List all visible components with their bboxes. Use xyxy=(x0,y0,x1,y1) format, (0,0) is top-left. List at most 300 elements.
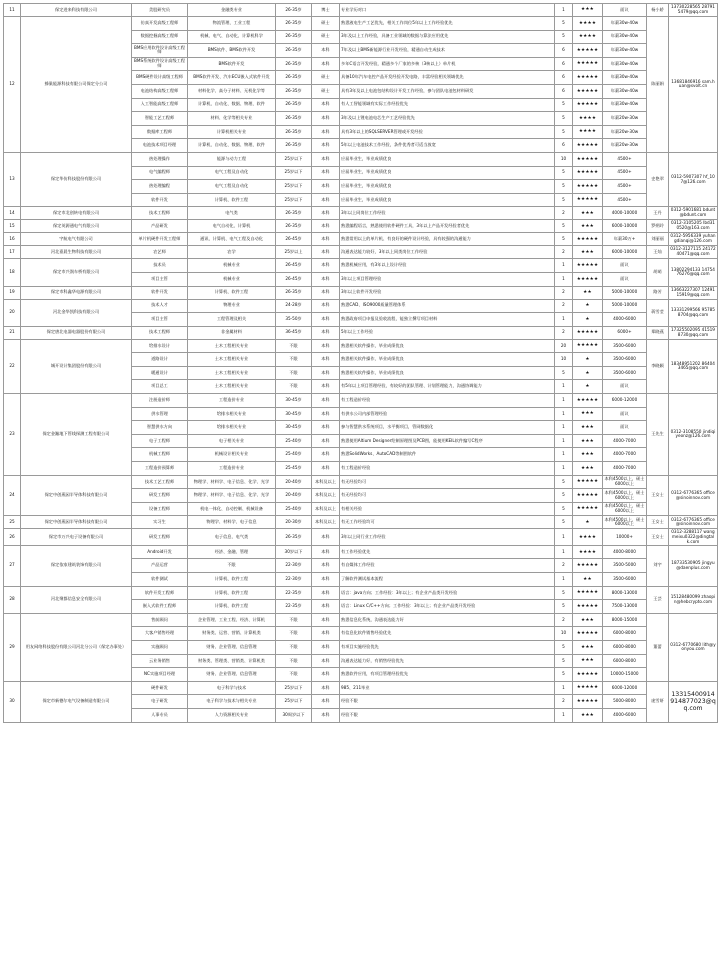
education-cell: 本科及以上 xyxy=(312,502,340,516)
age-cell: 26-35岁 xyxy=(276,57,312,71)
salary-cell: 面议 xyxy=(603,259,647,273)
major-cell: 计算机、软件工程 xyxy=(188,573,276,587)
contact-person-cell: 罗朔玲 xyxy=(647,220,669,233)
salary-cell: 6000-8000 xyxy=(603,654,647,668)
job-title-cell: 农艺师 xyxy=(132,246,188,259)
major-cell: 计算机、自动化、数据、物理、软件 xyxy=(188,98,276,112)
contact-info-cell: 13802294133 1475476276@qq.com xyxy=(669,259,718,286)
salary-cell: 4000-6000 xyxy=(603,313,647,327)
major-cell: 不限 xyxy=(188,559,276,573)
major-cell: 机电一体化、自动控制、机械设备 xyxy=(188,502,276,516)
urgency-stars: ★ xyxy=(573,366,603,380)
age-cell: 不限 xyxy=(276,613,312,627)
requirement-cell: 有无工作经验均可 xyxy=(340,516,555,529)
age-cell: 35-50岁 xyxy=(276,313,312,327)
education-cell: 本科 xyxy=(312,545,340,559)
contact-person-cell: 蒋雪莹 xyxy=(647,299,669,326)
job-title-cell: 软件测试 xyxy=(132,573,188,587)
job-title-cell: 软件开发 xyxy=(132,286,188,299)
major-cell: 财务类、管理类、营销类、计算机类 xyxy=(188,654,276,668)
headcount-cell: 5 xyxy=(555,112,573,126)
job-title-cell: NC实施项目经理 xyxy=(132,668,188,682)
education-cell: 本科 xyxy=(312,207,340,220)
job-title-cell: Android开发 xyxy=(132,545,188,559)
job-title-cell: 项目主管 xyxy=(132,313,188,327)
headcount-cell: 1 xyxy=(555,272,573,286)
contact-info-cell: 17325502095 415198730@qq.com xyxy=(669,326,718,339)
requirement-cell: 熟悉相关软件操作，毕业成绩优良 xyxy=(340,339,555,353)
major-cell: 给排水相关专业 xyxy=(188,421,276,435)
education-cell: 本科 xyxy=(312,57,340,71)
company-name-cell: 保定市新德尔电气设备制造有限公司 xyxy=(21,681,132,722)
company-number-cell: 11 xyxy=(4,4,21,17)
salary-cell: 4500+ xyxy=(603,193,647,207)
major-cell: 计算机、软件工程 xyxy=(188,600,276,614)
company-number-cell: 19 xyxy=(4,286,21,299)
education-cell: 本科及以上 xyxy=(312,489,340,503)
company-name-cell: 保定华仿科技股份有限公司 xyxy=(21,152,132,206)
age-cell: 30-45岁 xyxy=(276,394,312,408)
urgency-stars: ★ xyxy=(573,313,603,327)
urgency-stars: ★★★★★ xyxy=(573,627,603,641)
company-number-cell: 23 xyxy=(4,394,21,476)
job-title-cell: 项目主管 xyxy=(132,272,188,286)
contact-person-cell: 王女士 xyxy=(647,529,669,545)
headcount-cell: 10 xyxy=(555,627,573,641)
headcount-cell: 6 xyxy=(555,44,573,58)
urgency-stars: ★★★★★ xyxy=(573,233,603,246)
age-cell: 不限 xyxy=(276,366,312,380)
age-cell: 不限 xyxy=(276,654,312,668)
education-cell: 本科 xyxy=(312,681,340,695)
education-cell: 本科 xyxy=(312,180,340,194)
contact-person-cell: 庞雪妍 xyxy=(647,681,669,722)
headcount-cell: 5 xyxy=(555,516,573,529)
age-cell: 26-45岁 xyxy=(276,272,312,286)
headcount-cell: 2 xyxy=(555,246,573,259)
headcount-cell: 1 xyxy=(555,313,573,327)
requirement-cell: 熟悉SolidWorks、AutoCAD等制图软件 xyxy=(340,448,555,462)
job-title-cell: 实习生 xyxy=(132,516,188,529)
requirement-cell: 具有3年以上的SQLSERVER管理或开发经验 xyxy=(340,125,555,139)
major-cell: 电子信息、电气类 xyxy=(188,529,276,545)
education-cell: 本科 xyxy=(312,286,340,299)
major-cell: 电气类 xyxy=(188,207,276,220)
job-title-cell: 技术人才 xyxy=(132,299,188,313)
headcount-cell: 1 xyxy=(555,681,573,695)
salary-cell: 6000+ xyxy=(603,326,647,339)
major-cell: 电气工程及自动化 xyxy=(188,166,276,180)
requirement-cell: 熟悉CAD、ISO9000质量管理体系 xyxy=(340,299,555,313)
headcount-cell: 1 xyxy=(555,394,573,408)
requirement-cell: 3年以上同岗位工作经验 xyxy=(340,207,555,220)
headcount-cell: 5 xyxy=(555,502,573,516)
age-cell: 25岁以下 xyxy=(276,681,312,695)
urgency-stars: ★★★ xyxy=(573,207,603,220)
headcount-cell: 5 xyxy=(555,600,573,614)
company-number-cell: 12 xyxy=(4,17,21,153)
urgency-stars: ★★★★★ xyxy=(573,600,603,614)
contact-info-cell: 0312-3108550 jindiqiyeonz@126.com xyxy=(669,394,718,476)
education-cell: 本科 xyxy=(312,407,340,421)
salary-cell: 面议 xyxy=(603,272,647,286)
job-title-cell: 给排水设计 xyxy=(132,339,188,353)
headcount-cell: 6 xyxy=(555,57,573,71)
headcount-cell: 1 xyxy=(555,407,573,421)
job-title-cell: 研发工程师 xyxy=(132,489,188,503)
major-cell: 人力资源相关专业 xyxy=(188,709,276,723)
contact-info-cell: 18348951202 864043465@qq.com xyxy=(669,339,718,393)
education-cell: 本科 xyxy=(312,559,340,573)
job-title-cell: 电池结构高级工程师 xyxy=(132,84,188,98)
major-cell: 材料、化学等相关专业 xyxy=(188,112,276,126)
major-cell: 财务、企业管理、信息管理 xyxy=(188,641,276,655)
education-cell: 本科及以上 xyxy=(312,516,340,529)
company-name-cell: 保定英源通电气有限公司 xyxy=(21,220,132,233)
salary-cell: 年薪30万+ xyxy=(603,233,647,246)
company-number-cell: 14 xyxy=(4,207,21,220)
headcount-cell: 2 xyxy=(555,613,573,627)
salary-cell: 本科4500以上，硕士6000以上 xyxy=(603,502,647,516)
age-cell: 25岁以上 xyxy=(276,246,312,259)
headcount-cell: 1 xyxy=(555,573,573,587)
urgency-stars: ★★★★★ xyxy=(573,668,603,682)
education-cell: 本科 xyxy=(312,125,340,139)
salary-cell: 4000-10000 xyxy=(603,207,647,220)
urgency-stars: ★★★ xyxy=(573,434,603,448)
urgency-stars: ★★★★★ xyxy=(573,272,603,286)
education-cell: 本科 xyxy=(312,152,340,166)
requirement-cell: 沟通表达能力较好，3年以上同类岗位工作经验 xyxy=(340,246,555,259)
company-name-cell: 保定依家建筑装饰有限公司 xyxy=(21,545,132,586)
urgency-stars: ★★★★★ xyxy=(573,71,603,85)
age-cell: 26-35岁 xyxy=(276,220,312,233)
education-cell: 本科 xyxy=(312,573,340,587)
job-title-cell: 售前顾问 xyxy=(132,613,188,627)
major-cell: 计算机、软件工程 xyxy=(188,193,276,207)
company-name-cell: 河北聚都信息安全有限公司 xyxy=(21,586,132,613)
age-cell: 22-30岁 xyxy=(276,559,312,573)
requirement-cell: 应届毕业生，毕业成绩优良 xyxy=(340,180,555,194)
company-number-cell: 27 xyxy=(4,545,21,586)
urgency-stars: ★★★★★ xyxy=(573,559,603,573)
job-title-cell: 道路设计 xyxy=(132,353,188,367)
company-number-cell: 21 xyxy=(4,326,21,339)
salary-cell: 3500-6000 xyxy=(603,366,647,380)
urgency-stars: ★★★ xyxy=(573,246,603,259)
education-cell: 本科及以上 xyxy=(312,475,340,489)
urgency-stars: ★★★★★ xyxy=(573,44,603,58)
table-row xyxy=(4,220,718,233)
job-title-cell: 技术员 xyxy=(132,259,188,273)
age-cell: 24-28岁 xyxy=(276,299,312,313)
job-title-cell: 实施顾问 xyxy=(132,641,188,655)
major-cell: 电子科学与技术与相关专业 xyxy=(188,695,276,709)
age-cell: 20-40岁 xyxy=(276,489,312,503)
major-cell: 工程造价专业 xyxy=(188,462,276,476)
requirement-cell: 熟悉编程语言，熟悉使用软件硬件工具，3年以上产品开发经验者优先 xyxy=(340,220,555,233)
age-cell: 30-45岁 xyxy=(276,421,312,435)
headcount-cell: 1 xyxy=(555,421,573,435)
headcount-cell: 1 xyxy=(555,4,573,17)
urgency-stars: ★★★★★ xyxy=(573,475,603,489)
job-title-cell: 技术工程师 xyxy=(132,207,188,220)
salary-cell: 本科4500以上，硕士6000以上 xyxy=(603,475,647,489)
company-name-cell: 河北金华凯科技有限公司 xyxy=(21,299,132,326)
job-title-cell: 电子研发 xyxy=(132,695,188,709)
job-title-cell: 机械工程师 xyxy=(132,448,188,462)
headcount-cell: 1 xyxy=(555,462,573,476)
requirement-cell: 参与智慧供水系统项目，水平衡项目，管网数据化 xyxy=(340,421,555,435)
job-title-cell: BMS系统软件设计高级工程师 xyxy=(132,57,188,71)
salary-cell: 6000-10000 xyxy=(603,246,647,259)
urgency-stars: ★★★ xyxy=(573,220,603,233)
company-number-cell: 16 xyxy=(4,233,21,246)
requirement-cell: 经验不限 xyxy=(340,709,555,723)
job-title-cell: 人事专员 xyxy=(132,709,188,723)
requirement-cell: 有无经验均可 xyxy=(340,489,555,503)
salary-cell: 10000+ xyxy=(603,529,647,545)
age-cell: 25-40岁 xyxy=(276,448,312,462)
job-title-cell: 热处理编程 xyxy=(132,180,188,194)
major-cell: 物理学、材料学、电子信息 xyxy=(188,516,276,529)
headcount-cell: 5 xyxy=(555,166,573,180)
job-title-cell: 供水管理 xyxy=(132,407,188,421)
job-title-cell: 数据库工程师 xyxy=(132,125,188,139)
urgency-stars: ★★★★★ xyxy=(573,326,603,339)
education-cell: 本科 xyxy=(312,193,340,207)
requirement-cell: 7年及以上BMS新能源行业开发经验，精通自动生成技术 xyxy=(340,44,555,58)
requirement-cell: 语言：Linux C/C++方向；工作经验：3年以上；有企业产品类开发经验 xyxy=(340,600,555,614)
urgency-stars: ★★ xyxy=(573,286,603,299)
headcount-cell: 5 xyxy=(555,641,573,655)
age-cell: 不限 xyxy=(276,380,312,394)
urgency-stars: ★★★★★ xyxy=(573,586,603,600)
headcount-cell: 5 xyxy=(555,366,573,380)
education-cell: 本科 xyxy=(312,529,340,545)
job-title-cell: 电气编程师 xyxy=(132,166,188,180)
urgency-stars: ★ xyxy=(573,380,603,394)
job-title-cell: 技术工程师 xyxy=(132,326,188,339)
major-cell: 材料化学、高分子材料、无机化学等 xyxy=(188,84,276,98)
urgency-stars: ★★★★★ xyxy=(573,502,603,516)
education-cell: 本科 xyxy=(312,421,340,435)
job-title-cell: 产品研发 xyxy=(132,220,188,233)
contact-info-cell: 13331299566 957858704@qq.com xyxy=(669,299,718,326)
requirement-cell: 熟悉使用Altium Designer绘制原理图及PCB图，能使用KEIL软件编写C程序 xyxy=(340,434,555,448)
major-cell: 工程造价专业 xyxy=(188,394,276,408)
age-cell: 25岁以下 xyxy=(276,166,312,180)
education-cell: 本科 xyxy=(312,600,340,614)
requirement-cell: 有工作经验优先 xyxy=(340,545,555,559)
job-title-cell: 项目总工 xyxy=(132,380,188,394)
company-name-cell: 蜂巢能源科技有限公司保定分公司 xyxy=(21,17,132,153)
education-cell: 硕士 xyxy=(312,84,340,98)
job-title-cell: 产品运营 xyxy=(132,559,188,573)
age-cell: 30周岁以下 xyxy=(276,709,312,723)
major-cell: 机械专业 xyxy=(188,272,276,286)
age-cell: 26-35岁 xyxy=(276,125,312,139)
age-cell: 不限 xyxy=(276,353,312,367)
age-cell: 26-45岁 xyxy=(276,259,312,273)
table-row xyxy=(4,339,718,353)
contact-info-cell: 0312-5907307 hf_107@126.com xyxy=(669,152,718,206)
urgency-stars: ★★★★ xyxy=(573,112,603,126)
table-row xyxy=(4,613,718,627)
table-row xyxy=(4,286,718,299)
age-cell: 25岁以下 xyxy=(276,193,312,207)
major-cell: 土木工程相关专业 xyxy=(188,366,276,380)
age-cell: 不限 xyxy=(276,668,312,682)
education-cell: 博士 xyxy=(312,4,340,17)
company-number-cell: 24 xyxy=(4,475,21,516)
urgency-stars: ★★★★ xyxy=(573,529,603,545)
contact-person-cell: 王灿 xyxy=(647,246,669,259)
table-row xyxy=(4,394,718,408)
salary-cell: 年薪30w-40w xyxy=(603,44,647,58)
major-cell: 计算机、软件工程 xyxy=(188,286,276,299)
education-cell: 本科 xyxy=(312,366,340,380)
age-cell: 不限 xyxy=(276,339,312,353)
education-cell: 硕士 xyxy=(312,30,340,44)
recruitment-table xyxy=(3,3,718,723)
age-cell: 25岁以下 xyxy=(276,695,312,709)
company-name-cell: 保定中创燕园半导体科技有限公司 xyxy=(21,516,132,529)
contact-info-cell: 0312-6770680 lith@yonyou.com xyxy=(669,613,718,681)
urgency-stars: ★★★★★ xyxy=(573,166,603,180)
age-cell: 不限 xyxy=(276,641,312,655)
salary-cell: 6000-10000 xyxy=(603,220,647,233)
age-cell: 25岁以下 xyxy=(276,152,312,166)
education-cell: 本科 xyxy=(312,166,340,180)
major-cell: 机械、电气、自动化、计算机科学 xyxy=(188,30,276,44)
contact-info-cell: 0312-3288117 wangmeixu0322@dingtalk.com xyxy=(669,529,718,545)
headcount-cell: 2 xyxy=(555,299,573,313)
requirement-cell: 语言：java方向；工作经验：3年以上；有企业产品类开发经验 xyxy=(340,586,555,600)
salary-cell: 5000-10000 xyxy=(603,286,647,299)
salary-cell: 5000-8000 xyxy=(603,695,647,709)
major-cell: 电子科学与技术 xyxy=(188,681,276,695)
education-cell: 本科 xyxy=(312,246,340,259)
headcount-cell: 10 xyxy=(555,353,573,367)
requirement-cell: 熟悉相关软件操作，毕业成绩优良 xyxy=(340,366,555,380)
headcount-cell: 6 xyxy=(555,84,573,98)
salary-cell: 6000-8000 xyxy=(603,627,647,641)
age-cell: 26-35岁 xyxy=(276,84,312,98)
company-number-cell: 30 xyxy=(4,681,21,722)
job-title-cell: 设备工程师 xyxy=(132,502,188,516)
job-title-cell: 云业务销售 xyxy=(132,654,188,668)
urgency-stars: ★★★★ xyxy=(573,17,603,31)
urgency-stars: ★★★★★ xyxy=(573,57,603,71)
education-cell: 本科 xyxy=(312,326,340,339)
headcount-cell: 5 xyxy=(555,654,573,668)
requirement-cell: 有相关经验 xyxy=(340,502,555,516)
contact-info-cell: 15128480099 zhaopin@hebcrypto.com xyxy=(669,586,718,613)
table-row xyxy=(4,299,718,313)
age-cell: 26-35岁 xyxy=(276,4,312,17)
salary-cell: 8000-13000 xyxy=(603,586,647,600)
salary-cell: 4000-7000 xyxy=(603,434,647,448)
headcount-cell: 5 xyxy=(555,193,573,207)
salary-cell: 3500-6000 xyxy=(603,353,647,367)
urgency-stars: ★★★★★ xyxy=(573,180,603,194)
requirement-cell: 熟悉机械应用，有3年以上设计经验 xyxy=(340,259,555,273)
age-cell: 30-45岁 xyxy=(276,407,312,421)
headcount-cell: 1 xyxy=(555,448,573,462)
job-title-cell: 电池技术项目经理 xyxy=(132,139,188,153)
salary-cell: 10000-15000 xyxy=(603,668,647,682)
headcount-cell: 5 xyxy=(555,475,573,489)
salary-cell: 年薪30w-40w xyxy=(603,98,647,112)
requirement-cell: 熟悉软件应用，有项目管理经验优先 xyxy=(340,668,555,682)
major-cell: 物理学、材料学、电子信息、化学、光学 xyxy=(188,489,276,503)
contact-info-cell: 0312-3105205 lbd310520@163.com xyxy=(669,220,718,233)
requirement-cell: 多年C语言开发经验，精通多个厂家的多核（3核以上）单片机 xyxy=(340,57,555,71)
requirement-cell: 沟通表达能力好，有销售经验优先 xyxy=(340,654,555,668)
age-cell: 26-35岁 xyxy=(276,30,312,44)
job-title-cell: 仿真开发高级工程师 xyxy=(132,17,188,31)
company-name-cell: 用友网络科技股份有限公司河北分公司（保定办事处） xyxy=(21,613,132,681)
requirement-cell: 5年以上电池技术工作经验，条件优秀者可适当放宽 xyxy=(340,139,555,153)
table-row xyxy=(4,326,718,339)
urgency-stars: ★★★★★ xyxy=(573,394,603,408)
age-cell: 26-35岁 xyxy=(276,529,312,545)
requirement-cell: 有信息化软件销售经验优先 xyxy=(340,627,555,641)
company-name-cell: 保定唐北电器电器股份有限公司 xyxy=(21,326,132,339)
requirement-cell: 3年以上项目管理经验 xyxy=(340,272,555,286)
salary-cell: 4000-7000 xyxy=(603,462,647,476)
requirement-cell: 5年以上工作经验 xyxy=(340,326,555,339)
salary-cell: 5000-10000 xyxy=(603,299,647,313)
age-cell: 25-45岁 xyxy=(276,462,312,476)
salary-cell: 面议 xyxy=(603,421,647,435)
company-name-cell: 宇航电气有限公司 xyxy=(21,233,132,246)
urgency-stars: ★★★★★ xyxy=(573,193,603,207)
contact-info-cell: 0312-6776365 office@sinoinnov.com xyxy=(669,475,718,516)
requirement-cell: 3年以上软件开发经验 xyxy=(340,286,555,299)
requirement-cell: 具有3年及以上电池包结构设计开发工作经验，参与团队电池包材料研发 xyxy=(340,84,555,98)
requirement-cell: 熟悉液电生产工艺优先，相关工作岗位5年以上工作经验优先 xyxy=(340,17,555,31)
education-cell: 本科 xyxy=(312,44,340,58)
company-name-cell: 保定进来科技有限公司 xyxy=(21,4,132,17)
headcount-cell: 5 xyxy=(555,233,573,246)
headcount-cell: 5 xyxy=(555,125,573,139)
salary-cell: 6000-12000 xyxy=(603,681,647,695)
salary-cell: 6000-12000 xyxy=(603,394,647,408)
major-cell: 工程管理及相关 xyxy=(188,313,276,327)
headcount-cell: 1 xyxy=(555,380,573,394)
requirement-cell: 熟悉政府项目申报及验收流程，能独立撰写项目材料 xyxy=(340,313,555,327)
job-title-cell: 软件开发工程师 xyxy=(132,586,188,600)
urgency-stars: ★★★★★ xyxy=(573,139,603,153)
urgency-stars: ★★★★★ xyxy=(573,339,603,353)
company-number-cell: 26 xyxy=(4,529,21,545)
education-cell: 本科 xyxy=(312,434,340,448)
age-cell: 22-35岁 xyxy=(276,600,312,614)
education-cell: 硕士 xyxy=(312,71,340,85)
salary-cell: 3500-5000 xyxy=(603,559,647,573)
contact-info-cell: 18733530905 jingyu@daenplus.com xyxy=(669,545,718,586)
table-row xyxy=(4,152,718,166)
age-cell: 26-35岁 xyxy=(276,44,312,58)
headcount-cell: 5 xyxy=(555,17,573,31)
table-row xyxy=(4,475,718,489)
job-title-cell: 数据挖掘高级工程师 xyxy=(132,30,188,44)
company-name-cell: 保定中创燕园半导体科技有限公司 xyxy=(21,475,132,516)
salary-cell: 4000-8000 xyxy=(603,545,647,559)
education-cell: 本科 xyxy=(312,339,340,353)
